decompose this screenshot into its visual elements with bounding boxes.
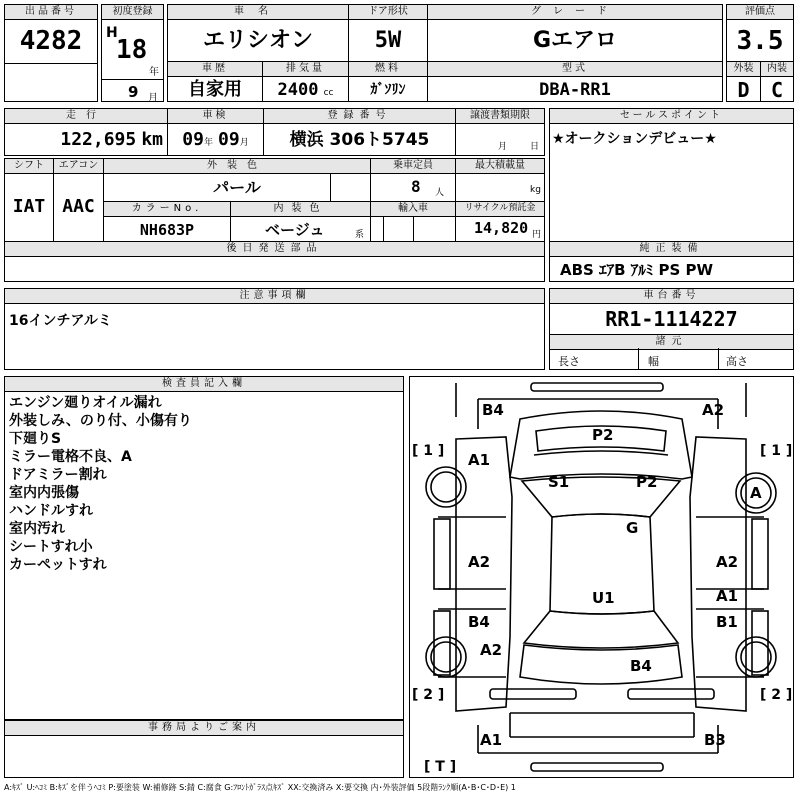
history-box [167,61,263,102]
diagram-label: [ 1 ] [760,443,793,459]
recycle-label: リサイクル預託金 [456,202,544,217]
inspector-note: エンジン廻りオイル漏れ [9,395,162,411]
model-box [427,61,723,102]
diagram-label: [ 2 ] [412,687,445,703]
mileage-box [4,108,168,156]
month-unit: 月 [148,93,158,104]
inspection-year-unit: 年 [203,138,213,148]
registration-box [263,108,456,156]
mark: U1 [592,589,615,607]
mark: B1 [716,613,738,631]
displacement-unit: cc [323,88,334,98]
max-load-label: 最大積載量 [456,159,544,174]
specs-label: 諸元 [550,335,793,350]
car-name-box [167,4,349,62]
capacity: 8 [411,177,421,196]
recycle-unit: 円 [532,230,542,240]
displacement-label: 排気量 [263,62,348,77]
shift: IAT [12,196,46,217]
grade-label: グレード [428,5,722,20]
mark: B3 [704,731,726,749]
first-reg-year: 18 [116,35,148,65]
inspection-box [167,108,264,156]
mark: P2 [636,473,658,491]
chassis-box [549,288,794,370]
diagram-label: [ 2 ] [760,687,793,703]
inspection-month: 09 [218,129,240,150]
fuel: ｶﾞｿﾘﾝ [370,82,406,98]
aircon-label: エアコン [54,159,103,174]
exterior-grade: D [737,78,750,102]
inspector-note: 室内内張傷 [9,485,79,501]
equipment-box [549,241,794,282]
capacity-label: 乗車定員 [371,159,455,174]
car-name: エリシオン [202,28,313,53]
inspector-note: 外装しみ、のり付、小傷有り [9,413,192,429]
mark: B4 [482,401,504,419]
mileage-label: 走行 [5,109,167,124]
inspector-note: 下廻りS [9,431,62,447]
grade-box [427,4,723,62]
mark: A1 [480,731,503,749]
notes-box [4,288,545,370]
int-color-unit: 系 [355,230,365,240]
int-color-box [230,201,371,242]
grade: Gエアロ [532,28,618,53]
diagram-label: [ T ] [424,759,457,775]
inspection-month-unit: 月 [239,138,249,148]
equipment-label: 純正装備 [550,242,793,257]
lot-number-box [4,4,98,102]
import-label: 輸入車 [371,202,455,217]
year-unit: 年 [149,67,159,78]
history-label: 車歴 [168,62,262,77]
transfer-day: 日 [530,142,540,152]
notes-text: 16インチアルミ [9,313,112,329]
max-load-box [455,158,545,202]
first-registration-box [101,4,164,102]
history: 自家用 [188,79,242,100]
interior-label: 内装 [761,62,793,77]
score-label: 評価点 [727,5,793,20]
color-no-label: カラーNo. [104,202,230,217]
ext-color-label: 外装色 [104,159,370,174]
fuel-box [348,61,428,102]
chassis-number: RR1-1114227 [550,304,793,335]
inspector-note: カーペットすれ [9,557,107,573]
diagram-label: [ 1 ] [412,443,445,459]
recycle-fee: 14,820 [474,219,529,237]
height-label: 高さ [726,355,748,368]
color-no: NH683P [139,221,195,239]
ext-color-box [103,158,371,202]
int-color: ベージュ [265,221,325,239]
mark: A2 [468,553,491,571]
registration-label: 登録番号 [264,109,455,124]
transfer-month: 月 [498,142,508,152]
office-label: 事務局よりご案内 [5,721,403,736]
recycle-box [455,201,545,242]
office-box [4,720,404,778]
notes-label: 注意事項欄 [5,289,544,304]
mileage-unit: km [141,129,163,150]
interior-box [760,61,794,102]
aircon-box [53,158,104,242]
model: DBA-RR1 [539,80,611,100]
capacity-unit: 人 [435,188,445,198]
inspector-box [4,376,404,720]
first-reg-month: 9 [128,83,139,101]
inspection-label: 車検 [168,109,263,124]
legend: A:ｷｽﾞ U:ﾍｺﾐ B:ｷｽﾞを伴うﾍｺﾐ P:要塗装 W:補修跡 S:錆 C:腐食 G:ﾌﾛﾝﾄｶﾞﾗｽ点ｷｽﾞ XX:交換済み X:要交換 内･外装評価 5段階ﾗﾝｸ順(A･B･C･D･E) 1 [4,783,516,792]
shift-box [4,158,54,242]
first-registration-label: 初度登録 [102,5,163,20]
mark: B4 [630,657,652,675]
displacement: 2400 [277,80,319,100]
exterior-box [726,61,761,102]
mark: G [626,519,639,537]
mark: A [750,484,762,502]
door-box [348,4,428,62]
width-label: 幅 [648,355,659,368]
max-load-unit: kg [530,185,541,195]
sales-point-box [549,108,794,242]
exterior-label: 外装 [727,62,760,77]
color-no-box [103,201,231,242]
inspector-note: 室内汚れ [9,521,65,537]
sales-point-label: セールスポイント [550,109,793,124]
sales-point: ★オークションデビュー★ [552,131,717,147]
mark: P2 [592,426,614,444]
int-color-label: 内装色 [231,202,370,217]
ext-color: パール [213,178,261,197]
transfer-box [455,108,545,156]
mark: A2 [480,641,503,659]
inspection-year: 09 [182,129,204,150]
car-name-label: 車名 [168,5,348,20]
shift-label: シフト [5,159,53,174]
inspector-note: ドアミラー割れ [9,467,107,483]
inspector-note: ハンドルすれ [9,503,93,519]
later-parts-label: 後日発送部品 [5,242,544,257]
model-label: 型式 [428,62,722,77]
fuel-label: 燃料 [349,62,427,77]
mark: B4 [468,613,490,631]
lot-number: 4282 [19,26,83,56]
displacement-box [262,61,349,102]
later-parts-box [4,241,545,282]
damage-diagram [409,376,794,778]
mark: S1 [548,473,570,491]
chassis-label: 車台番号 [550,289,793,304]
inspector-note: ミラー電格不良、A [9,449,132,465]
equipment: ABS ｴｱB ｱﾙﾐ PS PW [560,261,714,279]
registration-number: 横浜 306ト5745 [289,130,430,150]
lot-number-label: 出品番号 [5,5,97,20]
door: 5W [374,28,402,53]
mileage: 122,695 [60,129,137,150]
import-box [370,201,456,242]
car-outline-svg [410,377,793,777]
score-box [726,4,794,62]
length-label: 長さ [558,355,580,368]
inspector-label: 検査員記入欄 [5,377,403,392]
era: H [106,25,118,41]
aircon: AAC [62,196,95,217]
inspector-note: シートすれ小 [9,539,93,555]
capacity-box [370,158,456,202]
diagram-marks [468,401,762,749]
mark: A2 [716,553,739,571]
door-label: ドア形状 [349,5,427,20]
interior-grade: C [770,78,784,102]
score: 3.5 [736,26,784,56]
mark: A2 [702,401,725,419]
mark: A1 [468,451,491,469]
transfer-label: 譲渡書類期限 [456,109,544,124]
mark: A1 [716,587,739,605]
